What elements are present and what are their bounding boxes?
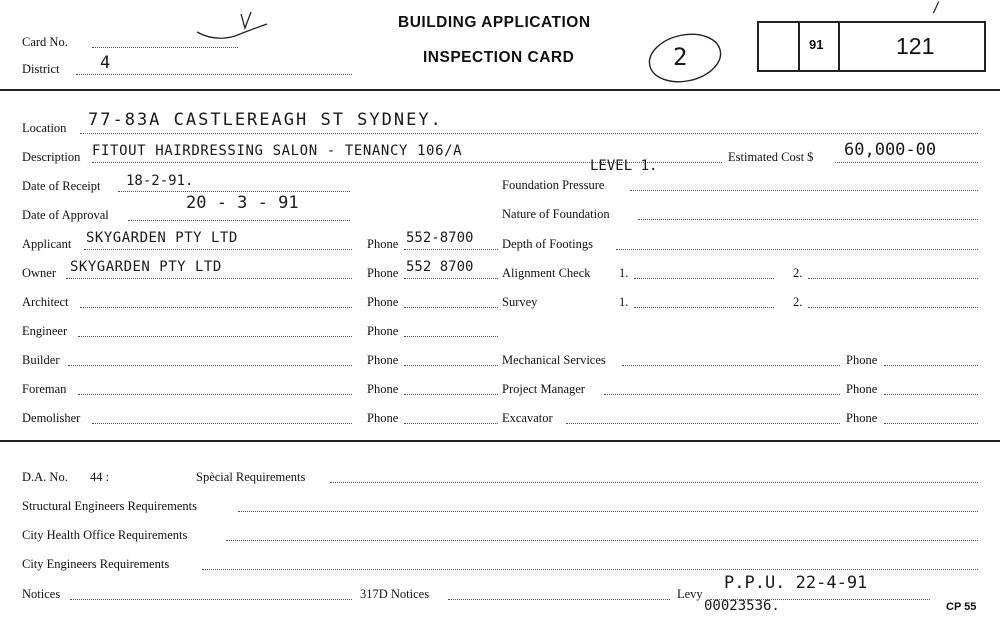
applicant-label: Applicant xyxy=(22,237,72,251)
architect-label: Architect xyxy=(22,295,69,309)
circled-number xyxy=(645,29,741,87)
owner-phone-field[interactable] xyxy=(404,278,498,279)
alignment-check-label: Alignment Check xyxy=(502,266,591,280)
mechanical-services-phone-label: Phone xyxy=(846,353,878,367)
structural-engineers-field[interactable] xyxy=(238,511,978,512)
levy-value: P.P.U. 22-4-91 xyxy=(724,573,868,593)
receipt-number: 00023536. xyxy=(704,598,780,614)
city-health-label: City Health Office Requirements xyxy=(22,528,188,542)
owner-label: Owner xyxy=(22,266,57,280)
mechanical-services-field[interactable] xyxy=(622,365,840,366)
foreman-phone-label: Phone xyxy=(367,382,399,396)
engineer-phone-label: Phone xyxy=(367,324,399,338)
special-requirements-label: Spècial Requirements xyxy=(196,470,306,484)
excavator-field[interactable] xyxy=(566,423,840,424)
architect-phone-label: Phone xyxy=(367,295,399,309)
engineer-phone-field[interactable] xyxy=(404,336,498,337)
date-of-receipt-value: 18-2-91. xyxy=(126,173,194,189)
handwritten-tick-mark xyxy=(195,10,270,40)
box-year-value: 91 xyxy=(809,37,824,52)
engineer-field[interactable] xyxy=(78,336,352,337)
project-manager-label: Project Manager xyxy=(502,382,585,396)
alignment-check-2-field[interactable] xyxy=(808,278,978,279)
demolisher-field[interactable] xyxy=(92,423,352,424)
foundation-pressure-label: Foundation Pressure xyxy=(502,178,605,192)
location-value: 77-83A CASTLEREAGH ST SYDNEY. xyxy=(88,110,443,130)
estimated-cost-label: Estimated Cost $ xyxy=(728,150,814,164)
description-value-line2: LEVEL 1. xyxy=(590,158,658,174)
da-no-label: D.A. No. xyxy=(22,470,68,484)
date-of-receipt-field[interactable] xyxy=(118,191,350,192)
notices-field[interactable] xyxy=(70,599,352,600)
foreman-phone-field[interactable] xyxy=(404,394,498,395)
box-number-value: 121 xyxy=(896,33,935,59)
card-no-label: Card No. xyxy=(22,35,68,49)
owner-phone-label: Phone xyxy=(367,266,399,280)
architect-field[interactable] xyxy=(80,307,352,308)
owner-field[interactable] xyxy=(66,278,352,279)
da-no-value: 44 : xyxy=(90,470,110,484)
mechanical-services-label: Mechanical Services xyxy=(502,353,606,367)
foundation-pressure-field[interactable] xyxy=(630,190,978,191)
date-of-approval-value: 20 - 3 - 91 xyxy=(186,193,299,213)
city-engineers-field[interactable] xyxy=(202,569,978,570)
foreman-field[interactable] xyxy=(78,394,352,395)
mechanical-services-phone-field[interactable] xyxy=(884,365,978,366)
box-cell-blank xyxy=(757,21,800,72)
box-cell-number xyxy=(838,21,986,72)
builder-label: Builder xyxy=(22,353,60,367)
notices-317d-field[interactable] xyxy=(448,599,670,600)
depth-of-footings-field[interactable] xyxy=(616,249,978,250)
applicant-field[interactable] xyxy=(84,249,352,250)
district-label: District xyxy=(22,62,60,76)
architect-phone-field[interactable] xyxy=(404,307,498,308)
builder-phone-label: Phone xyxy=(367,353,399,367)
project-manager-field[interactable] xyxy=(604,394,840,395)
applicant-value: SKYGARDEN PTY LTD xyxy=(86,230,238,246)
date-of-approval-field[interactable] xyxy=(128,220,350,221)
owner-phone-value: 552 8700 xyxy=(406,259,474,275)
nature-of-foundation-field[interactable] xyxy=(638,219,978,220)
applicant-phone-value: 552-8700 xyxy=(406,230,474,246)
form-title-line2: INSPECTION CARD xyxy=(423,49,575,66)
city-health-field[interactable] xyxy=(226,540,978,541)
nature-of-foundation-label: Nature of Foundation xyxy=(502,207,610,221)
applicant-phone-label: Phone xyxy=(367,237,399,251)
levy-label: Levy xyxy=(677,587,703,601)
depth-of-footings-label: Depth of Footings xyxy=(502,237,593,251)
project-manager-phone-label: Phone xyxy=(846,382,878,396)
district-field[interactable] xyxy=(76,74,352,75)
alignment-check-2-label: 2. xyxy=(793,266,803,280)
estimated-cost-value: 60,000-00 xyxy=(844,140,937,160)
city-engineers-label: City Engineers Requirements xyxy=(22,557,170,571)
box-cell-year xyxy=(798,21,840,72)
structural-engineers-label: Structural Engineers Requirements xyxy=(22,499,197,513)
date-of-receipt-label: Date of Receipt xyxy=(22,179,101,193)
notices-label: Notices xyxy=(22,587,61,601)
demolisher-phone-label: Phone xyxy=(367,411,399,425)
foreman-label: Foreman xyxy=(22,382,67,396)
survey-2-field[interactable] xyxy=(808,307,978,308)
excavator-label: Excavator xyxy=(502,411,553,425)
demolisher-phone-field[interactable] xyxy=(404,423,498,424)
alignment-check-1-field[interactable] xyxy=(634,278,774,279)
engineer-label: Engineer xyxy=(22,324,68,338)
form-code: CP 55 xyxy=(946,601,977,613)
builder-field[interactable] xyxy=(68,365,352,366)
demolisher-label: Demolisher xyxy=(22,411,81,425)
applicant-phone-field[interactable] xyxy=(404,249,498,250)
date-of-approval-label: Date of Approval xyxy=(22,208,109,222)
location-label: Location xyxy=(22,121,67,135)
location-field[interactable] xyxy=(80,133,978,134)
project-manager-phone-field[interactable] xyxy=(884,394,978,395)
circled-number-value: 2 xyxy=(673,43,688,71)
survey-1-field[interactable] xyxy=(634,307,774,308)
builder-phone-field[interactable] xyxy=(404,365,498,366)
excavator-phone-label: Phone xyxy=(846,411,878,425)
survey-label: Survey xyxy=(502,295,538,309)
special-requirements-field[interactable] xyxy=(330,482,978,483)
alignment-check-1-label: 1. xyxy=(619,266,629,280)
survey-2-label: 2. xyxy=(793,295,803,309)
notices-317d-label: 317D Notices xyxy=(360,587,430,601)
card-no-field[interactable] xyxy=(92,47,238,48)
estimated-cost-field[interactable] xyxy=(835,162,978,163)
description-value: FITOUT HAIRDRESSING SALON - TENANCY 106/A xyxy=(92,143,463,159)
survey-1-label: 1. xyxy=(619,295,629,309)
description-label: Description xyxy=(22,150,81,164)
form-title-line1: BUILDING APPLICATION xyxy=(398,14,591,31)
owner-value: SKYGARDEN PTY LTD xyxy=(70,259,222,275)
header-divider xyxy=(0,89,1000,91)
top-mark: / xyxy=(932,0,941,16)
details-divider xyxy=(0,440,1000,442)
district-value: 4 xyxy=(100,53,111,73)
excavator-phone-field[interactable] xyxy=(884,423,978,424)
